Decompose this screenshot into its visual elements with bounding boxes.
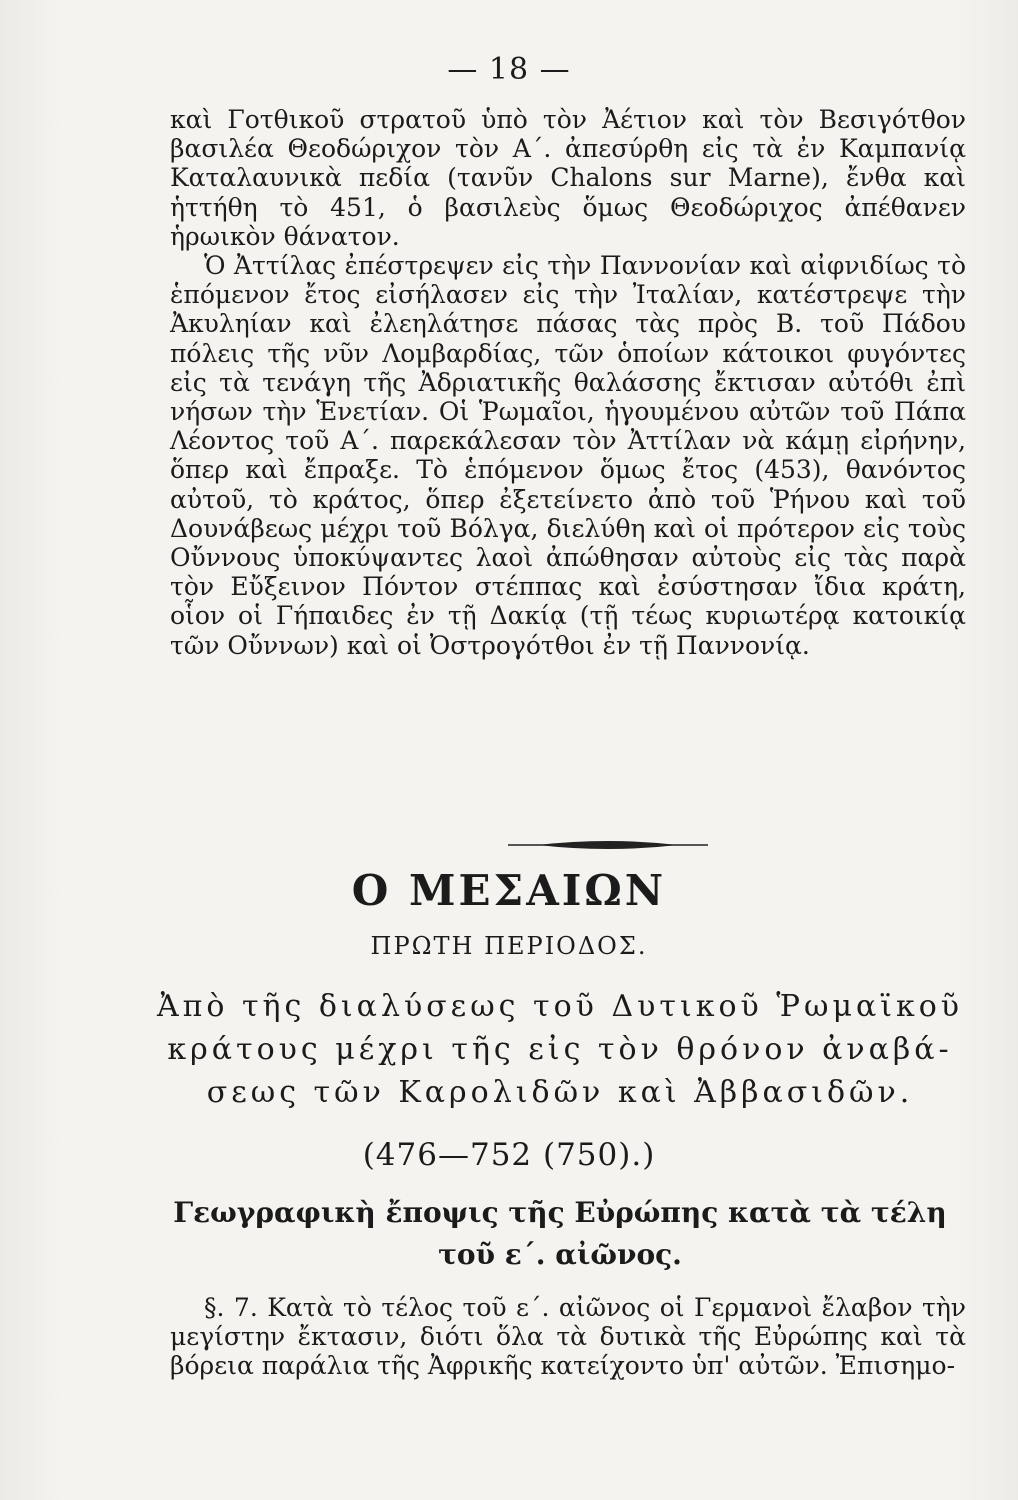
chapter-heading [150,985,970,1114]
body-text-bottom [170,1293,966,1381]
heading-line: σεως τῶν Καρολιδῶν καὶ Ἀββασιδῶν. [206,1075,914,1110]
period-title: ΠΡΩΤΗ ΠΕΡΙΟΔΟΣ. [370,932,648,960]
heading-line: κράτους μέχρι τῆς εἰς τὸν θρόνον ἀναβά- [167,1032,953,1067]
paragraph: §. 7. Κατὰ τὸ τέλος τοῦ ε΄. αἰῶνος οἱ Γερμανοὶ ἔλαβον τὴν μεγίστην ἔκτασιν, διότι ὅλα τὰ δυτικὰ τῆς Εὐρώπης καὶ τὰ βόρεια παράλια τῆς Ἀφρικῆς κατείχοντο ὑπ' αὐτῶν. Ἐπισημο- [170,1293,966,1381]
body-text-top [170,105,966,660]
page-number: — 18 — [447,52,571,87]
subheading-line: Γεωγραφικὴ ἔποψις τῆς Εὐρώπης κατὰ τὰ τέλη [173,1196,947,1229]
section-title: Ο ΜΕΣΑΙΩΝ [351,866,667,915]
divider-ornament [508,838,708,852]
heading-line: Ἀπὸ τῆς διαλύσεως τοῦ Δυτικοῦ Ῥωμαϊκοῦ [156,989,964,1024]
subheading-line: τοῦ ε΄. αἰῶνος. [438,1238,682,1271]
subheading [150,1192,970,1276]
date-range: (476—752 (750).) [362,1137,656,1173]
paragraph: καὶ Γοτθικοῦ στρατοῦ ὑπὸ τὸν Ἀέτιον καὶ τὸν Βεσιγότθον βασιλέα Θεοδώριχον τὸν Α΄. ἀπεσύρθη εἰς τὰ ἐν Καμπανίᾳ Καταλαυνικὰ πεδία (τανῦν Chalons sur Marne), ἔνθα καὶ ἡττήθη τὸ 451, ὁ βασιλεὺς ὅμως Θεοδώριχος ἀπέθανεν ἡρωικὸν θάνατον. [170,105,966,251]
paragraph: Ὁ Ἀττίλας ἐπέστρεψεν εἰς τὴν Παννονίαν καὶ αἰφνιδίως τὸ ἑπόμενον ἔτος εἰσήλασεν εἰς τὴν Ἰταλίαν, κατέστρεψε τὴν Ἀκυληίαν καὶ ἐλεηλάτησε πάσας τὰς πρὸς Β. τοῦ Πάδου πόλεις τῆς νῦν Λομβαρδίας, τῶν ὁποίων κάτοικοι φυγόντες εἰς τὰ τενάγη τῆς Ἀδριατικῆς θαλάσσης ἔκτισαν αὐτόθι ἐπὶ νήσων τὴν Ἑνετίαν. Οἱ Ῥωμαῖοι, ἡγουμένου αὐτῶν τοῦ Πάπα Λέοντος τοῦ Α΄. παρεκάλεσαν τὸν Ἀττίλαν νὰ κάμῃ εἰρήνην, ὅπερ καὶ ἔπραξε. Τὸ ἑπόμενον ὅμως ἔτος (453), θανόντος αὐτοῦ, τὸ κράτος, ὅπερ ἐξετείνετο ἀπὸ τοῦ Ῥήνου καὶ τοῦ Δουνάβεως μέχρι τοῦ Βόλγα, διελύθη καὶ οἱ πρότερον εἰς τοὺς Οὔννους ὑποκύψαντες λαοὶ ἀπώθησαν αὐτοὺς εἰς τὰς παρὰ τὸν Εὔξεινον Πόντον στέππας καὶ ἐσύστησαν ἴδια κράτη, οἷον οἱ Γήπαιδες ἐν τῇ Δακίᾳ (τῇ τέως κυριωτέρᾳ κατοικίᾳ τῶν Οὔννων) καὶ οἱ Ὀστρογότθοι ἐν τῇ Παννονίᾳ. [170,251,966,660]
